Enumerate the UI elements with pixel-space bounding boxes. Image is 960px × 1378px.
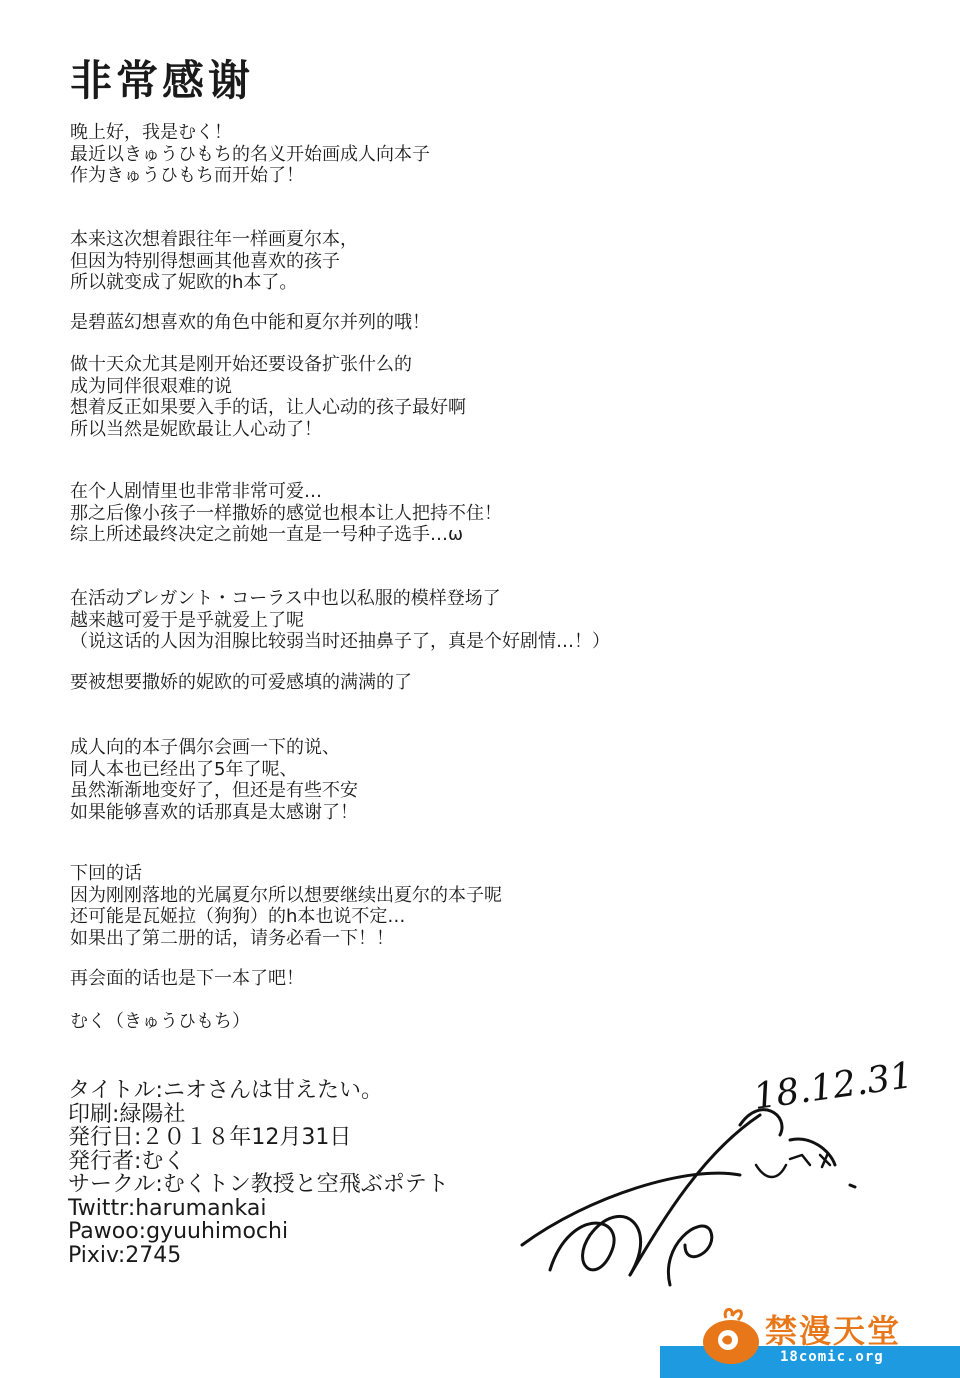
text-line: 成为同伴很艰难的说 <box>70 375 232 397</box>
whale-logo-icon <box>698 1300 764 1370</box>
text-line: 因为刚刚落地的光属夏尔所以想要继续出夏尔的本子呢 <box>70 884 502 906</box>
text-line: 再会面的话也是下一本了吧！ <box>70 968 304 989</box>
paragraph-farewell <box>70 968 770 990</box>
text-line: 成人向的本子偶尔会画一下的说、 <box>70 737 340 758</box>
text-line: 同人本也已经出了5年了呢、 <box>70 758 298 780</box>
text-line: 想着反正如果要入手的话，让人心动的孩子最好啊 <box>70 397 466 418</box>
text-line: 综上所述最终决定之前她一直是一号种子选手…ω <box>70 524 464 545</box>
text-line: むく（きゅうひもち） <box>70 1011 250 1032</box>
text-line: 如果出了第二册的话，请务必看一下！！ <box>70 927 394 949</box>
text-line: 下回的话 <box>70 863 142 884</box>
text-line: 但因为特别得想画其他喜欢的孩子 <box>70 250 340 272</box>
text-line: 那之后像小孩子一样撒娇的感觉也根本让人把持不住！ <box>70 502 502 524</box>
text-line: 最近以きゅうひもち的名义开始画成人向本子 <box>70 143 430 165</box>
colophon-twitter: Twittr:harumankai <box>68 1195 267 1221</box>
signature-date: 18.12.31 <box>750 1055 916 1118</box>
text-line: 所以当然是妮欧最让人心动了！ <box>70 418 322 440</box>
text-line: （说这话的人因为泪腺比较弱当时还抽鼻子了，真是个好剧情…！） <box>70 631 610 652</box>
text-line: 在活动ブレガント・コーラス中也以私服的模样登场了 <box>70 588 501 609</box>
colophon-circle: サークル:むくトン教授と空飛ぶポテト <box>68 1172 449 1197</box>
paragraph-ten-heavenly <box>70 354 770 440</box>
text-line: 本来这次想着跟往年一样画夏尔本， <box>70 229 358 250</box>
paragraph-favorite <box>70 312 770 334</box>
author-signoff <box>70 1011 770 1033</box>
colophon-publisher: 発行者:むく <box>68 1148 186 1174</box>
text-line: 做十天众尤其是刚开始还要设备扩张什么的 <box>70 354 412 375</box>
text-line: 还可能是瓦姬拉（狗狗）的h本也说不定… <box>70 906 406 927</box>
text-line: 是碧蓝幻想喜欢的角色中能和夏尔并列的哦！ <box>70 312 430 333</box>
colophon-date: 発行日:２０１８年12月31日 <box>68 1125 352 1150</box>
page-title: 非常感谢 <box>70 56 255 105</box>
paragraph-greeting <box>70 122 770 187</box>
text-line: 虽然渐渐地变好了，但还是有些不安 <box>70 780 358 801</box>
text-line: 要被想要撒娇的妮欧的可爱感填的满满的了 <box>70 672 412 693</box>
colophon <box>68 1079 449 1267</box>
text-line: 如果能够喜欢的话那真是太感谢了！ <box>70 801 358 823</box>
text-line: 越来越可爱于是乎就爱上了呢 <box>70 609 304 631</box>
paragraph-filled <box>70 672 770 694</box>
text-line: 在个人剧情里也非常非常可爱… <box>70 481 322 502</box>
text-line: 所以就变成了妮欧的h本了。 <box>70 272 298 293</box>
watermark-url: 18comic.org <box>780 1349 884 1365</box>
colophon-title: タイトル:ニオさんは甘えたい。 <box>68 1078 383 1103</box>
paragraph-event <box>70 588 770 653</box>
colophon-pixiv: Pixiv:2745 <box>68 1242 182 1268</box>
colophon-pawoo: Pawoo:gyuuhimochi <box>68 1219 289 1244</box>
watermark-name: 禁漫天堂 <box>765 1312 902 1350</box>
text-line: 晚上好，我是むく！ <box>70 122 232 143</box>
text-line: 作为きゅうひもち而开始了！ <box>70 165 304 186</box>
colophon-printer: 印刷:緑陽社 <box>68 1101 186 1127</box>
paragraph-next-time <box>70 863 770 949</box>
paragraph-reason <box>70 229 770 294</box>
watermark <box>660 1300 960 1378</box>
paragraph-story <box>70 481 770 546</box>
paragraph-adult <box>70 737 770 823</box>
